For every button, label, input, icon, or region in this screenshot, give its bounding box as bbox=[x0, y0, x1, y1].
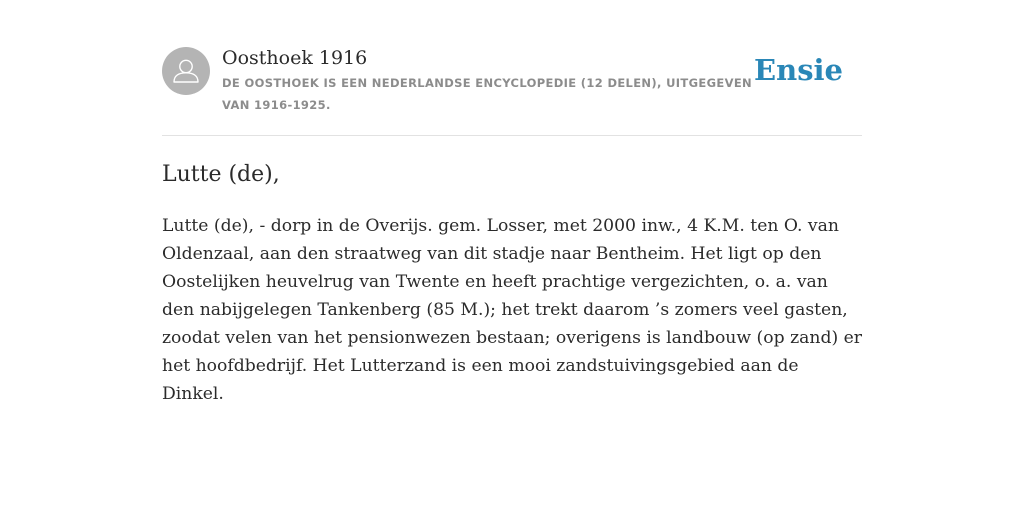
entry-body: Lutte (de), - dorp in de Overijs. gem. Losser, met 2000 inw., 4 K.M. ten O. van Oldenzaal, aan den straatweg van dit stadje naar Bentheim. Het ligt op den Oostelijken heuvelrug van Twente en heeft prachtige vergezichten, o. a. van den nabijgelegen Tankenberg (85 M.); het trekt daarom ’s zomers veel gasten, zoodat velen van het pensionwezen bestaan; overigens is landbouw (op zand) er het hoofdbedrijf. Het Lutterzand is een mooi zandstuivingsgebied aan de Dinkel. bbox=[162, 216, 863, 404]
entry-title: Lutte (de), bbox=[162, 162, 280, 187]
source-title[interactable]: Oosthoek 1916 bbox=[222, 47, 368, 69]
user-silhouette-icon bbox=[162, 47, 210, 95]
page-container bbox=[162, 0, 863, 404]
source-header bbox=[162, 0, 862, 136]
source-description: DE OOSTHOEK IS EEN NEDERLANDSE ENCYCLOPEDIE (12 DELEN), UITGEGEVEN VAN 1916-1925. bbox=[222, 76, 753, 112]
brand-logo[interactable]: Ensie bbox=[754, 53, 843, 87]
user-avatar-icon[interactable] bbox=[162, 47, 210, 95]
